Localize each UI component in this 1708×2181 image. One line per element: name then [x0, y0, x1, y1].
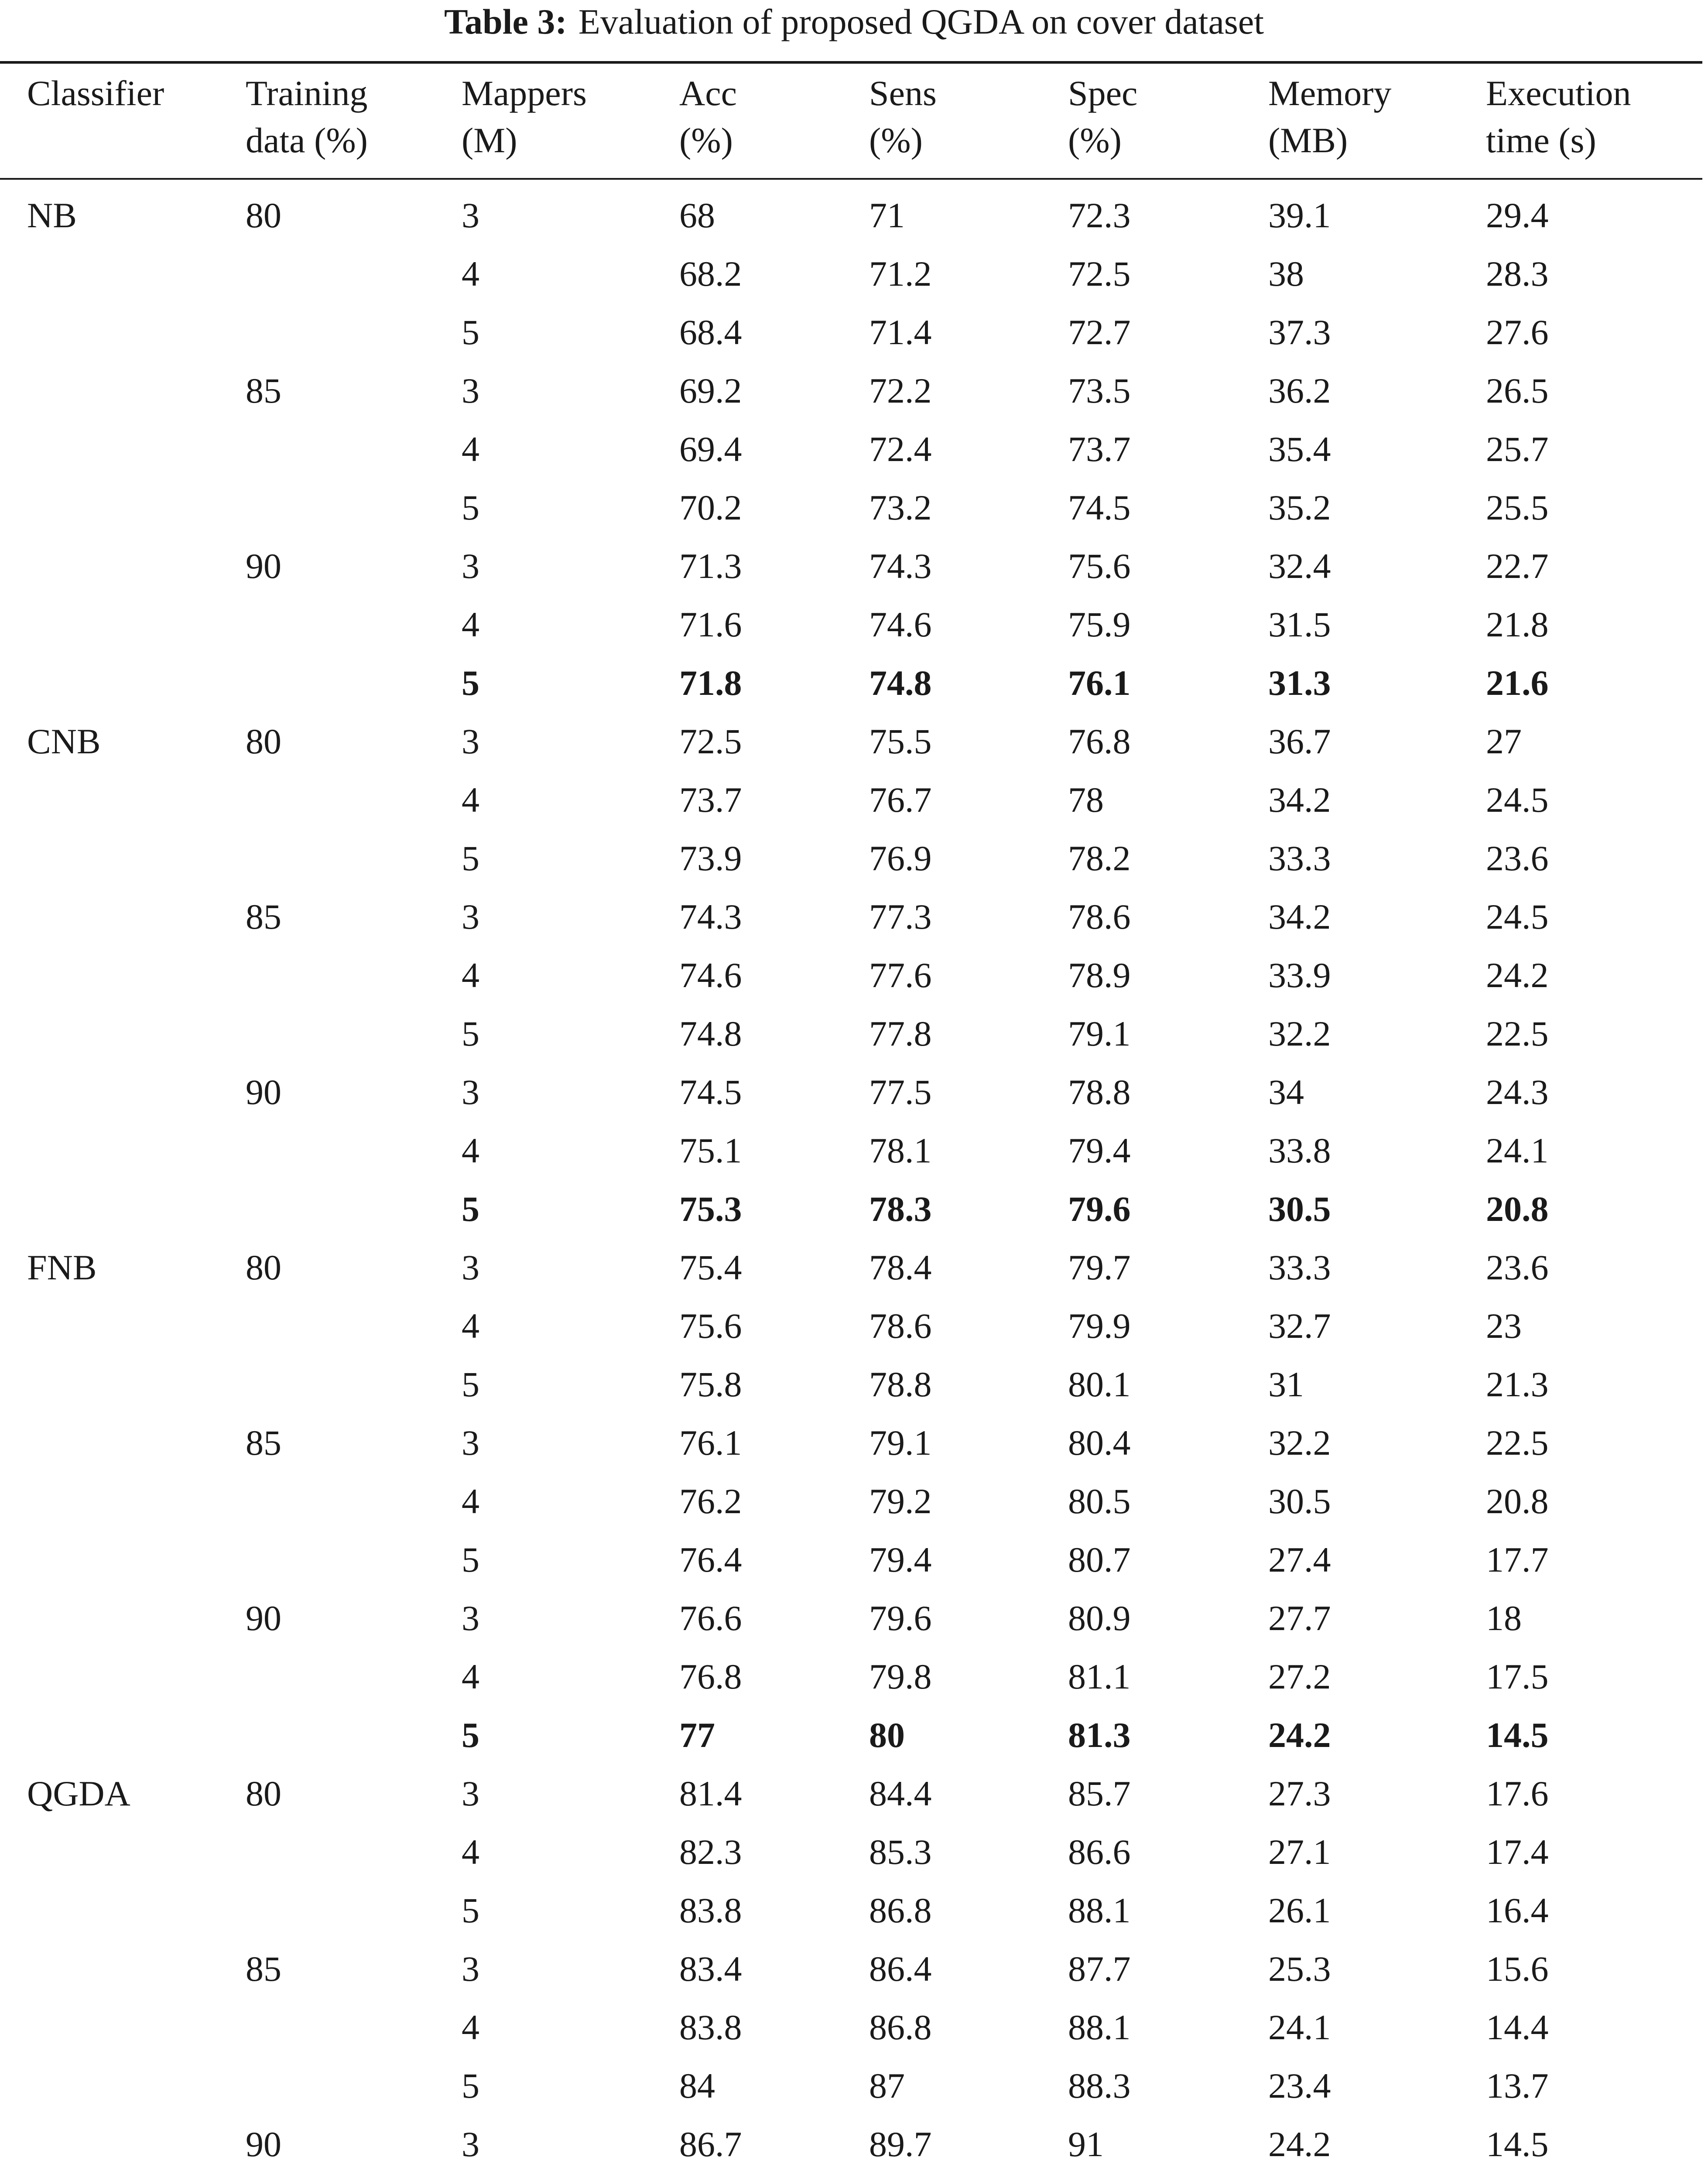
- cell-spec: 88.3: [1068, 2066, 1131, 2106]
- cell-mappers: 4: [462, 605, 479, 644]
- header-spec: Spec (%): [1068, 73, 1138, 160]
- cell-training-data: 85: [246, 1949, 281, 1989]
- cell-execution-time: 13.7: [1486, 2066, 1549, 2106]
- table-row: [0, 2115, 1702, 2174]
- cell-memory: 39.1: [1268, 195, 1331, 235]
- cell-sens: 71.2: [869, 254, 932, 294]
- cell-mappers: 4: [462, 1131, 479, 1170]
- cell-memory: 34.2: [1268, 897, 1331, 937]
- table-row: [0, 1297, 1702, 1355]
- table-row: [0, 595, 1702, 654]
- table-row: [0, 2174, 1702, 2181]
- cell-acc: 83.4: [679, 1949, 742, 1989]
- cell-mappers: 5: [462, 1540, 479, 1579]
- cell-sens: 71: [869, 195, 905, 235]
- cell-mappers: 4: [462, 780, 479, 820]
- cell-sens: 77.3: [869, 897, 932, 937]
- table-row: [0, 1180, 1702, 1238]
- cell-mappers: 3: [462, 1774, 479, 1813]
- cell-sens: 85.3: [869, 1832, 932, 1872]
- table-row: [0, 1414, 1702, 1472]
- cell-sens: 74.8: [869, 663, 932, 703]
- table-row: [0, 2057, 1702, 2115]
- cell-spec: 88.1: [1068, 2007, 1131, 2047]
- cell-acc: 68: [679, 195, 715, 235]
- cell-acc: 73.9: [679, 838, 742, 878]
- cell-acc: 74.3: [679, 897, 742, 937]
- cell-mappers: 3: [462, 1248, 479, 1287]
- cell-execution-time: 22.7: [1486, 546, 1549, 586]
- cell-mappers: 4: [462, 254, 479, 294]
- cell-memory: 27.7: [1268, 1598, 1331, 1638]
- top-rule: [0, 61, 1702, 64]
- cell-mappers: 5: [462, 1014, 479, 1053]
- cell-memory: 35.4: [1268, 429, 1331, 469]
- cell-mappers: 5: [462, 1364, 479, 1404]
- cell-spec: 80.5: [1068, 1481, 1131, 1521]
- cell-mappers: 4: [462, 1306, 479, 1346]
- cell-acc: 76.4: [679, 1540, 742, 1579]
- cell-mappers: 3: [462, 546, 479, 586]
- cell-spec: 78.6: [1068, 897, 1131, 937]
- table-row: [0, 1355, 1702, 1414]
- cell-memory: 36.7: [1268, 721, 1331, 761]
- cell-sens: 86.8: [869, 1890, 932, 1930]
- cell-sens: 79.4: [869, 1540, 932, 1579]
- cell-mappers: 3: [462, 721, 479, 761]
- cell-spec: 79.9: [1068, 1306, 1131, 1346]
- cell-training-data: 90: [246, 546, 281, 586]
- cell-execution-time: 28.3: [1486, 254, 1549, 294]
- cell-memory: 25.3: [1268, 1949, 1331, 1989]
- cell-acc: 68.4: [679, 312, 742, 352]
- table-row: [0, 654, 1702, 712]
- table-row: [0, 420, 1702, 479]
- cell-classifier: QGDA: [27, 1774, 130, 1813]
- cell-execution-time: 27: [1486, 721, 1522, 761]
- cell-execution-time: 26.5: [1486, 371, 1549, 410]
- cell-execution-time: 17.4: [1486, 1832, 1549, 1872]
- cell-mappers: 5: [462, 663, 479, 703]
- caption-text: Evaluation of proposed QGDA on cover dataset: [578, 2, 1264, 41]
- cell-sens: [869, 2174, 932, 2181]
- table-row: [0, 362, 1702, 420]
- cell-spec: 78.8: [1068, 1072, 1131, 1112]
- cell-acc: 73.7: [679, 780, 742, 820]
- cell-execution-time: 22.5: [1486, 1423, 1549, 1463]
- cell-spec: 79.4: [1068, 1131, 1131, 1170]
- header-acc: Acc (%): [679, 73, 737, 160]
- header-memory: Memory (MB): [1268, 73, 1392, 160]
- cell-acc: 81.4: [679, 1774, 742, 1813]
- table-row: [0, 1881, 1702, 1940]
- cell-acc: 77: [679, 1715, 715, 1755]
- cell-acc: 74.6: [679, 955, 742, 995]
- cell-execution-time: 24.5: [1486, 897, 1549, 937]
- cell-spec: 86.6: [1068, 1832, 1131, 1872]
- cell-memory: 30.5: [1268, 1481, 1331, 1521]
- cell-mappers: 5: [462, 488, 479, 527]
- cell-memory: 37.3: [1268, 312, 1331, 352]
- cell-spec: 81.3: [1068, 1715, 1131, 1755]
- table-row: [0, 303, 1702, 362]
- cell-memory: 32.2: [1268, 1423, 1331, 1463]
- cell-spec: [1068, 2174, 1131, 2181]
- cell-mappers: 3: [462, 897, 479, 937]
- cell-acc: 71.8: [679, 663, 742, 703]
- cell-sens: 72.2: [869, 371, 932, 410]
- cell-acc: 74.5: [679, 1072, 742, 1112]
- table-row: [0, 946, 1702, 1005]
- cell-execution-time: 24.3: [1486, 1072, 1549, 1112]
- cell-acc: 82.3: [679, 1832, 742, 1872]
- cell-acc: 76.6: [679, 1598, 742, 1638]
- cell-memory: 33.3: [1268, 1248, 1331, 1287]
- cell-sens: 79.6: [869, 1598, 932, 1638]
- cell-spec: 80.1: [1068, 1364, 1131, 1404]
- cell-spec: 72.3: [1068, 195, 1131, 235]
- cell-spec: 79.6: [1068, 1189, 1131, 1229]
- table-row: [0, 771, 1702, 829]
- cell-spec: 76.8: [1068, 721, 1131, 761]
- cell-memory: 38: [1268, 254, 1304, 294]
- cell-execution-time: 23.6: [1486, 838, 1549, 878]
- cell-mappers: 5: [462, 838, 479, 878]
- cell-memory: 27.4: [1268, 1540, 1331, 1579]
- cell-mappers: 3: [462, 2124, 479, 2164]
- cell-training-data: 85: [246, 897, 281, 937]
- cell-spec: 75.9: [1068, 605, 1131, 644]
- cell-mappers: 4: [462, 1481, 479, 1521]
- cell-sens: 71.4: [869, 312, 932, 352]
- cell-sens: 87: [869, 2066, 905, 2106]
- cell-acc: 75.1: [679, 1131, 742, 1170]
- cell-sens: 72.4: [869, 429, 932, 469]
- cell-memory: 24.2: [1268, 2124, 1331, 2164]
- cell-training-data: 80: [246, 195, 281, 235]
- cell-sens: 79.8: [869, 1657, 932, 1696]
- table-row: [0, 1531, 1702, 1589]
- header-rule: [0, 178, 1702, 180]
- cell-spec: 74.5: [1068, 488, 1131, 527]
- cell-acc: 75.8: [679, 1364, 742, 1404]
- cell-execution-time: 29.4: [1486, 195, 1549, 235]
- cell-sens: 80: [869, 1715, 905, 1755]
- cell-acc: 68.2: [679, 254, 742, 294]
- cell-sens: 79.1: [869, 1423, 932, 1463]
- cell-spec: 73.7: [1068, 429, 1131, 469]
- cell-memory: 33.3: [1268, 838, 1331, 878]
- cell-training-data: 80: [246, 1248, 281, 1287]
- cell-training-data: 85: [246, 1423, 281, 1463]
- cell-spec: 78.9: [1068, 955, 1131, 995]
- cell-execution-time: 21.6: [1486, 663, 1549, 703]
- cell-sens: 76.7: [869, 780, 932, 820]
- table-row: [0, 1764, 1702, 1823]
- cell-spec: 80.4: [1068, 1423, 1131, 1463]
- cell-mappers: 4: [462, 429, 479, 469]
- cell-spec: 80.9: [1068, 1598, 1131, 1638]
- cell-training-data: 90: [246, 1072, 281, 1112]
- cell-mappers: 5: [462, 1890, 479, 1930]
- cell-execution-time: 21.8: [1486, 605, 1549, 644]
- cell-sens: 78.8: [869, 1364, 932, 1404]
- cell-spec: 78: [1068, 780, 1104, 820]
- cell-acc: 83.8: [679, 1890, 742, 1930]
- cell-acc: 76.8: [679, 1657, 742, 1696]
- cell-sens: 73.2: [869, 488, 932, 527]
- cell-spec: 73.5: [1068, 371, 1131, 410]
- cell-spec: 87.7: [1068, 1949, 1131, 1989]
- cell-execution-time: [1486, 2174, 1547, 2181]
- cell-execution-time: 20.8: [1486, 1189, 1549, 1229]
- cell-training-data: 85: [246, 371, 281, 410]
- cell-execution-time: 21.3: [1486, 1364, 1549, 1404]
- cell-mappers: 3: [462, 195, 479, 235]
- cell-memory: 35.2: [1268, 488, 1331, 527]
- cell-mappers: 3: [462, 1598, 479, 1638]
- cell-mappers: 4: [462, 1832, 479, 1872]
- cell-memory: 34.2: [1268, 780, 1331, 820]
- cell-mappers: 3: [462, 1949, 479, 1989]
- cell-classifier: CNB: [27, 721, 101, 761]
- cell-acc: [679, 2174, 742, 2181]
- cell-sens: 77.5: [869, 1072, 932, 1112]
- cell-execution-time: 20.8: [1486, 1481, 1549, 1521]
- table-row: [0, 1706, 1702, 1764]
- cell-execution-time: 22.5: [1486, 1014, 1549, 1053]
- cell-training-data: 80: [246, 721, 281, 761]
- cell-sens: 79.2: [869, 1481, 932, 1521]
- cell-spec: 80.7: [1068, 1540, 1131, 1579]
- table-row: [0, 245, 1702, 303]
- cell-execution-time: 23.6: [1486, 1248, 1549, 1287]
- cell-memory: 32.7: [1268, 1306, 1331, 1346]
- cell-memory: 24.2: [1268, 1715, 1331, 1755]
- cell-acc: 69.4: [679, 429, 742, 469]
- cell-sens: 84.4: [869, 1774, 932, 1813]
- caption-label: Table 3:: [444, 2, 567, 41]
- table-row: [0, 1940, 1702, 1998]
- cell-memory: 26.1: [1268, 1890, 1331, 1930]
- cell-memory: 27.2: [1268, 1657, 1331, 1696]
- table-row: [0, 888, 1702, 946]
- cell-acc: 72.5: [679, 721, 742, 761]
- cell-sens: 74.3: [869, 546, 932, 586]
- cell-memory: 32.2: [1268, 1014, 1331, 1053]
- cell-spec: 72.5: [1068, 254, 1131, 294]
- cell-execution-time: 24.5: [1486, 780, 1549, 820]
- table-row: [0, 1121, 1702, 1180]
- cell-spec: 85.7: [1068, 1774, 1131, 1813]
- cell-execution-time: 24.1: [1486, 1131, 1549, 1170]
- cell-spec: 88.1: [1068, 1890, 1131, 1930]
- table-row: [0, 479, 1702, 537]
- cell-acc: 86.7: [679, 2124, 742, 2164]
- table-row: [0, 1472, 1702, 1531]
- cell-mappers: 4: [462, 955, 479, 995]
- table-caption: [0, 0, 1708, 44]
- cell-execution-time: 18: [1486, 1598, 1522, 1638]
- cell-execution-time: 17.5: [1486, 1657, 1549, 1696]
- cell-sens: 78.1: [869, 1131, 932, 1170]
- table-row: [0, 1063, 1702, 1121]
- cell-execution-time: 14.4: [1486, 2007, 1549, 2047]
- table-row: [0, 1005, 1702, 1063]
- cell-mappers: 3: [462, 1423, 479, 1463]
- cell-sens: 86.8: [869, 2007, 932, 2047]
- table-row: [0, 712, 1702, 771]
- cell-execution-time: 23: [1486, 1306, 1522, 1346]
- cell-memory: 33.9: [1268, 955, 1331, 995]
- cell-execution-time: 17.6: [1486, 1774, 1549, 1813]
- cell-mappers: [462, 2174, 479, 2181]
- cell-memory: 27.1: [1268, 1832, 1331, 1872]
- cell-execution-time: 15.6: [1486, 1949, 1549, 1989]
- cell-execution-time: 14.5: [1486, 2124, 1549, 2164]
- cell-mappers: 4: [462, 1657, 479, 1696]
- cell-acc: 76.1: [679, 1423, 742, 1463]
- cell-memory: 32.4: [1268, 546, 1331, 586]
- cell-training-data: 90: [246, 2124, 281, 2164]
- cell-classifier: FNB: [27, 1248, 97, 1287]
- cell-acc: 75.6: [679, 1306, 742, 1346]
- cell-mappers: 5: [462, 312, 479, 352]
- cell-sens: 78.3: [869, 1189, 932, 1229]
- cell-mappers: 4: [462, 2007, 479, 2047]
- header-mappers: Mappers (M): [462, 73, 587, 160]
- table-row: [0, 537, 1702, 595]
- cell-memory: 30.5: [1268, 1189, 1331, 1229]
- cell-memory: 33.8: [1268, 1131, 1331, 1170]
- cell-mappers: 5: [462, 1715, 479, 1755]
- cell-acc: 74.8: [679, 1014, 742, 1053]
- cell-execution-time: 25.5: [1486, 488, 1549, 527]
- cell-acc: 71.6: [679, 605, 742, 644]
- table-header: [0, 70, 1702, 174]
- table-row: [0, 1823, 1702, 1881]
- cell-sens: 77.6: [869, 955, 932, 995]
- cell-acc: 75.4: [679, 1248, 742, 1287]
- cell-execution-time: 16.4: [1486, 1890, 1549, 1930]
- cell-sens: 78.4: [869, 1248, 932, 1287]
- cell-acc: 76.2: [679, 1481, 742, 1521]
- cell-acc: 71.3: [679, 546, 742, 586]
- cell-training-data: 80: [246, 1774, 281, 1813]
- cell-memory: 34: [1268, 1072, 1304, 1112]
- cell-acc: 83.8: [679, 2007, 742, 2047]
- header-sens: Sens (%): [869, 73, 937, 160]
- table-row: [0, 186, 1702, 245]
- cell-memory: 31.5: [1268, 605, 1331, 644]
- cell-acc: 70.2: [679, 488, 742, 527]
- cell-sens: 74.6: [869, 605, 932, 644]
- cell-training-data: 90: [246, 1598, 281, 1638]
- table-row: [0, 829, 1702, 888]
- header-execution-time: Execution time (s): [1486, 73, 1631, 160]
- cell-sens: 77.8: [869, 1014, 932, 1053]
- cell-spec: 79.7: [1068, 1248, 1131, 1287]
- cell-acc: 75.3: [679, 1189, 742, 1229]
- cell-execution-time: 24.2: [1486, 955, 1549, 995]
- table-row: [0, 1998, 1702, 2057]
- cell-sens: 89.7: [869, 2124, 932, 2164]
- cell-spec: 78.2: [1068, 838, 1131, 878]
- cell-sens: 76.9: [869, 838, 932, 878]
- cell-acc: 69.2: [679, 371, 742, 410]
- cell-classifier: NB: [27, 195, 77, 235]
- cell-memory: 36.2: [1268, 371, 1331, 410]
- header-training-data: Training data (%): [246, 73, 368, 160]
- cell-mappers: 3: [462, 1072, 479, 1112]
- cell-spec: 72.7: [1068, 312, 1131, 352]
- cell-memory: 23.4: [1268, 2066, 1331, 2106]
- table-row: [0, 1648, 1702, 1706]
- cell-sens: 86.4: [869, 1949, 932, 1989]
- cell-sens: 75.5: [869, 721, 932, 761]
- cell-sens: 78.6: [869, 1306, 932, 1346]
- cell-execution-time: 27.6: [1486, 312, 1549, 352]
- cell-spec: 75.6: [1068, 546, 1131, 586]
- cell-mappers: 5: [462, 2066, 479, 2106]
- table-row: [0, 1589, 1702, 1648]
- cell-memory: 31: [1268, 1364, 1304, 1404]
- cell-execution-time: 14.5: [1486, 1715, 1549, 1755]
- cell-execution-time: 17.7: [1486, 1540, 1549, 1579]
- cell-spec: 79.1: [1068, 1014, 1131, 1053]
- cell-memory: 27.3: [1268, 1774, 1331, 1813]
- table-row: [0, 1238, 1702, 1297]
- cell-spec: 91: [1068, 2124, 1104, 2164]
- header-classifier: Classifier: [27, 73, 164, 113]
- cell-spec: 76.1: [1068, 663, 1131, 703]
- cell-execution-time: 25.7: [1486, 429, 1549, 469]
- cell-memory: 24.1: [1268, 2007, 1331, 2047]
- cell-spec: 81.1: [1068, 1657, 1131, 1696]
- cell-memory: 31.3: [1268, 663, 1331, 703]
- cell-memory: [1268, 2174, 1331, 2181]
- cell-acc: 84: [679, 2066, 715, 2106]
- cell-mappers: 3: [462, 371, 479, 410]
- table-body: [0, 186, 1702, 2181]
- cell-mappers: 5: [462, 1189, 479, 1229]
